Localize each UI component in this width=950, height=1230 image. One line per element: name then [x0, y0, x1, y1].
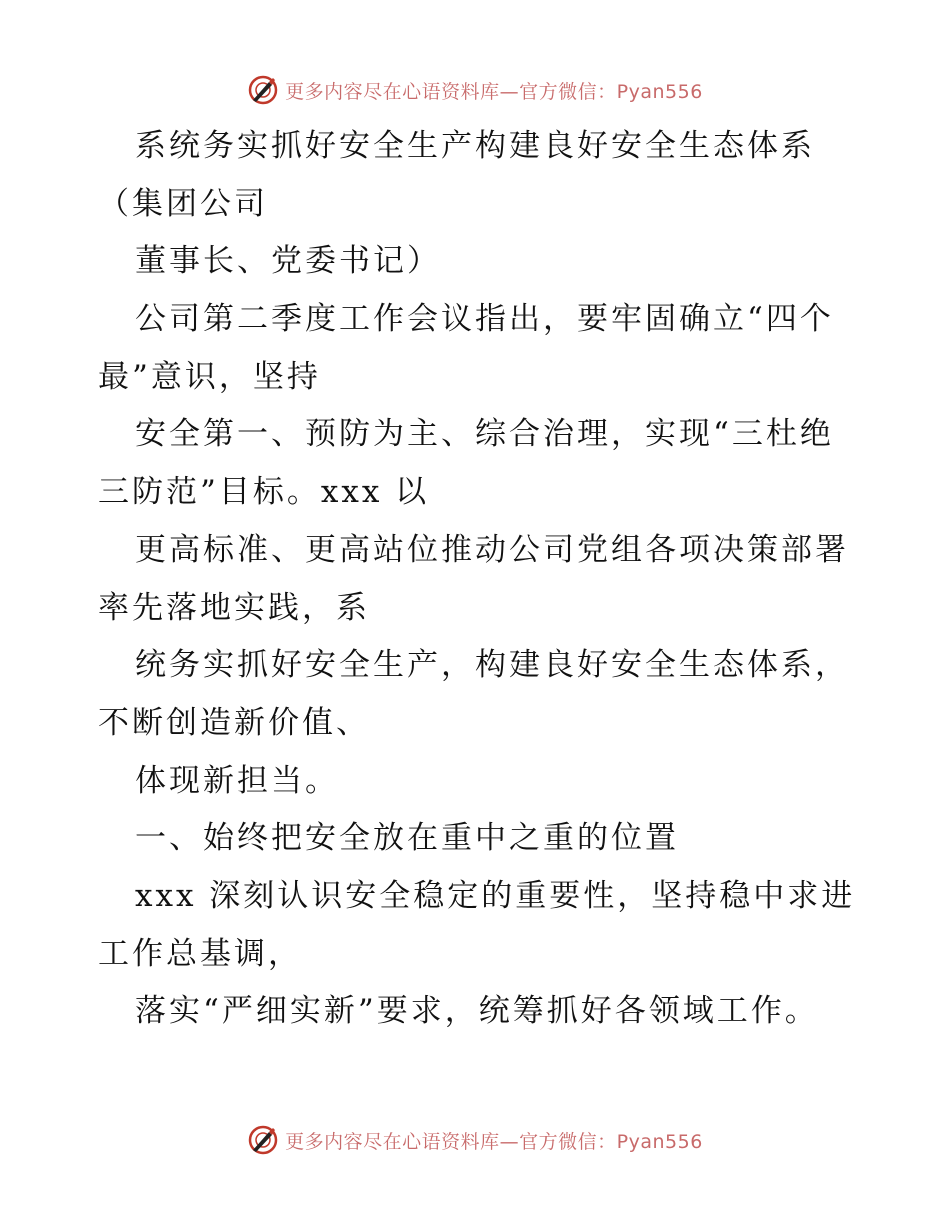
text-line: 董事长、党委书记） [135, 243, 441, 280]
text-line: 工作总基调， [98, 935, 302, 972]
text-line: 安全第一、预防为主、综合治理，实现“三杜绝 [135, 416, 834, 453]
watermark-text: 更多内容尽在心语资料库—官方微信：Pyan556 [285, 1130, 703, 1153]
text-line: 系统务实抓好安全生产构建良好安全生态体系 [135, 128, 815, 164]
text-line: 更高标准、更高站位推动公司党组各项决策部署 [135, 531, 849, 568]
text-line: 落实“严细实新”要求，统筹抓好各领域工作。 [135, 993, 819, 1030]
section-heading: 一、始终把安全放在重中之重的位置 [135, 820, 679, 857]
text-line: 率先落地实践，系 [98, 589, 370, 626]
logo-icon [247, 1124, 279, 1156]
logo-icon [247, 74, 279, 106]
text-line: 三防范”目标。xxx 以 [98, 474, 430, 511]
text-line: 公司第二季度工作会议指出，要牢固确立“四个 [135, 301, 834, 338]
watermark-footer [0, 1120, 950, 1160]
text-line: xxx 深刻认识安全稳定的重要性，坚持稳中求进 [135, 877, 856, 914]
watermark-text: 更多内容尽在心语资料库—官方微信：Pyan556 [285, 80, 703, 103]
text-line: （集团公司 [98, 185, 268, 222]
document-body [98, 118, 858, 1041]
watermark-header [0, 70, 950, 110]
text-line: 统务实抓好安全生产，构建良好安全生态体系， [135, 647, 849, 684]
text-line: 不断创造新价值、 [98, 704, 370, 741]
text-line: 最”意识，坚持 [98, 358, 321, 395]
text-line: 体现新担当。 [135, 762, 339, 799]
